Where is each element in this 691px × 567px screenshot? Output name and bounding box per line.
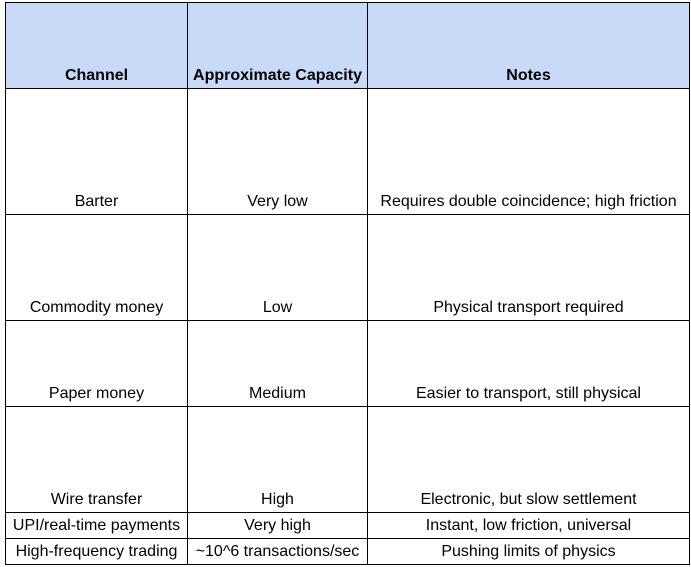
cell-channel: Commodity money	[6, 215, 188, 321]
cell-channel: UPI/real-time payments	[6, 513, 188, 539]
cell-capacity: Very low	[188, 89, 368, 215]
header-capacity: Approximate Capacity	[188, 3, 368, 89]
cell-capacity: Very high	[188, 513, 368, 539]
cell-notes: Easier to transport, still physical	[368, 321, 690, 407]
table-row	[6, 407, 690, 513]
cell-capacity: Medium	[188, 321, 368, 407]
table-row	[6, 89, 690, 215]
cell-capacity: ~10^6 transactions/sec	[188, 539, 368, 565]
cell-notes: Pushing limits of physics	[368, 539, 690, 565]
channel-capacity-table	[5, 2, 690, 565]
cell-channel: Barter	[6, 89, 188, 215]
cell-channel: High-frequency trading	[6, 539, 188, 565]
table-row	[6, 539, 690, 565]
cell-capacity: High	[188, 407, 368, 513]
cell-notes: Physical transport required	[368, 215, 690, 321]
header-notes: Notes	[368, 3, 690, 89]
header-row	[6, 3, 690, 89]
cell-notes: Instant, low friction, universal	[368, 513, 690, 539]
cell-notes: Electronic, but slow settlement	[368, 407, 690, 513]
cell-capacity: Low	[188, 215, 368, 321]
table-row	[6, 215, 690, 321]
header-channel: Channel	[6, 3, 188, 89]
cell-notes: Requires double coincidence; high friction	[368, 89, 690, 215]
table-row	[6, 321, 690, 407]
cell-channel: Wire transfer	[6, 407, 188, 513]
cell-channel: Paper money	[6, 321, 188, 407]
table-row	[6, 513, 690, 539]
